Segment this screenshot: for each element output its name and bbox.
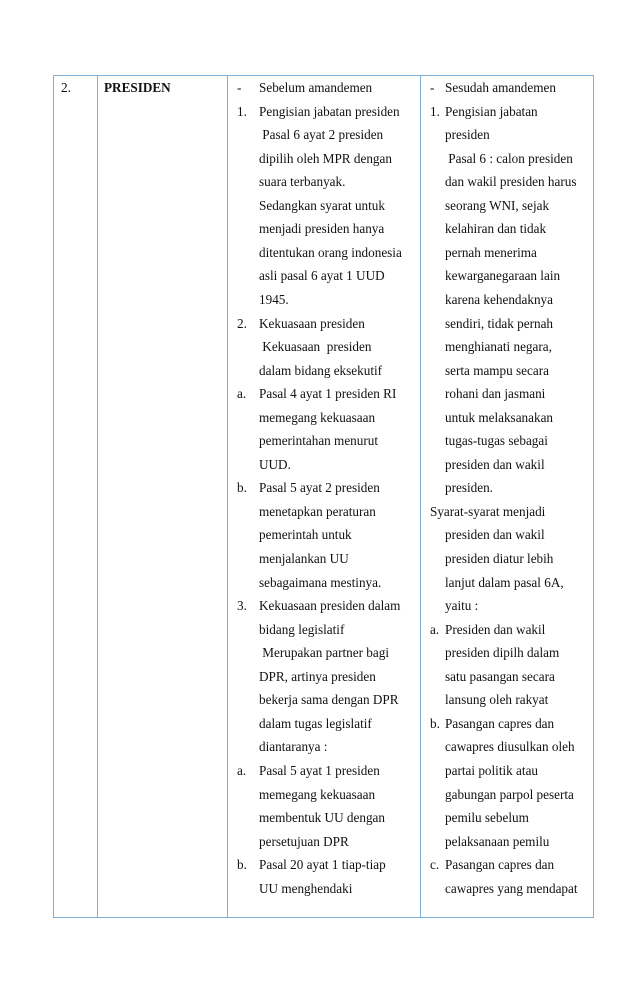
text-line: dan wakil presiden harus bbox=[445, 174, 577, 190]
text-line: Syarat-syarat menjadi bbox=[430, 503, 546, 519]
text-line: Pasal 5 ayat 1 presiden bbox=[259, 762, 380, 778]
list-marker: b. bbox=[237, 480, 247, 496]
list-marker: c. bbox=[430, 857, 440, 873]
text-line: lansung oleh rakyat bbox=[445, 692, 549, 708]
text-line: menghianati negara, bbox=[445, 339, 552, 355]
list-marker: 2. bbox=[237, 315, 247, 331]
text-line: cawapres diusulkan oleh bbox=[445, 739, 575, 755]
list-marker: - bbox=[237, 80, 242, 95]
text-line: pelaksanaan pemilu bbox=[445, 833, 550, 849]
text-line: Sebelum amandemen bbox=[259, 80, 373, 95]
text-line: 1945. bbox=[259, 291, 289, 307]
row-topic: PRESIDEN bbox=[104, 80, 171, 95]
text-line: Pasal 6 : calon presiden bbox=[445, 150, 573, 166]
text-line: Pasal 4 ayat 1 presiden RI bbox=[259, 386, 397, 402]
list-marker: - bbox=[430, 80, 435, 95]
text-line: karena kehendaknya bbox=[445, 291, 554, 307]
list-marker: b. bbox=[430, 715, 440, 731]
text-line: serta mampu secara bbox=[445, 362, 549, 378]
text-line: dalam tugas legislatif bbox=[259, 715, 372, 731]
list-marker: a. bbox=[430, 621, 440, 637]
text-line: sebagaimana mestinya. bbox=[259, 574, 382, 590]
text-line: UUD. bbox=[259, 456, 291, 472]
list-marker: 1. bbox=[430, 103, 440, 119]
column-divider bbox=[227, 76, 228, 917]
text-line: Pasangan capres dan bbox=[445, 715, 555, 731]
text-line: memegang kekuasaan bbox=[259, 409, 376, 425]
text-line: rohani dan jasmani bbox=[445, 386, 546, 402]
text-line: presiden dan wakil bbox=[445, 456, 545, 472]
text-line: pemerintah untuk bbox=[259, 527, 352, 543]
text-line: presiden diatur lebih bbox=[445, 551, 554, 566]
text-line: Kekuasaan presiden bbox=[259, 315, 365, 331]
text-line: pemerintahan menurut bbox=[259, 433, 379, 449]
text-line: presiden bbox=[445, 127, 490, 143]
text-line: presiden dan wakil bbox=[445, 527, 545, 543]
text-line: satu pasangan secara bbox=[445, 668, 555, 684]
text-line: memegang kekuasaan bbox=[259, 786, 376, 802]
text-line: presiden. bbox=[445, 480, 493, 496]
list-marker: 3. bbox=[237, 598, 247, 614]
text-line: persetujuan DPR bbox=[259, 833, 349, 849]
text-line: lanjut dalam pasal 6A, bbox=[445, 574, 564, 590]
text-line: gabungan parpol peserta bbox=[445, 786, 574, 802]
list-marker: a. bbox=[237, 386, 247, 402]
text-line: kelahiran dan tidak bbox=[445, 221, 547, 237]
text-line: presiden dipilh dalam bbox=[445, 645, 560, 661]
text-line: Sedangkan syarat untuk bbox=[259, 197, 385, 213]
text-line: Merupakan partner bagi bbox=[259, 645, 389, 661]
text-line: Pasal 20 ayat 1 tiap-tiap bbox=[259, 857, 386, 873]
text-line: menjalankan UU bbox=[259, 551, 349, 566]
text-line: ditentukan orang indonesia bbox=[259, 244, 402, 260]
text-line: untuk melaksanakan bbox=[445, 409, 554, 425]
text-line: Pengisian jabatan bbox=[445, 103, 538, 119]
text-line: dipilih oleh MPR dengan bbox=[259, 150, 392, 166]
text-line: sendiri, tidak pernah bbox=[445, 315, 554, 331]
text-line: asli pasal 6 ayat 1 UUD bbox=[259, 268, 385, 284]
text-line: suara terbanyak. bbox=[259, 174, 346, 190]
text-line: kewarganegaraan lain bbox=[445, 268, 561, 284]
text-line: UU menghendaki bbox=[259, 880, 353, 896]
text-line: Kekuasaan presiden dalam bbox=[259, 598, 401, 614]
text-line: Pengisian jabatan presiden bbox=[259, 103, 400, 119]
text-line: pernah menerima bbox=[445, 244, 537, 260]
text-line: bidang legislatif bbox=[259, 621, 345, 637]
text-line: diantaranya : bbox=[259, 739, 328, 755]
text-line: pemilu sebelum bbox=[445, 810, 529, 826]
comparison-table bbox=[53, 75, 594, 918]
text-line: seorang WNI, sejak bbox=[445, 197, 550, 213]
text-line: membentuk UU dengan bbox=[259, 810, 385, 826]
column-divider bbox=[420, 76, 421, 917]
text-line: menjadi presiden hanya bbox=[259, 221, 385, 237]
column-divider bbox=[97, 76, 98, 917]
text-line: bekerja sama dengan DPR bbox=[259, 692, 399, 708]
text-line: cawapres yang mendapat bbox=[445, 880, 578, 896]
text-line: Presiden dan wakil bbox=[445, 621, 546, 637]
text-line: menetapkan peraturan bbox=[259, 503, 376, 519]
text-line: Pasal 6 ayat 2 presiden bbox=[259, 127, 384, 143]
text-line: Sesudah amandemen bbox=[445, 80, 556, 95]
text-line: DPR, artinya presiden bbox=[259, 668, 376, 684]
row-number: 2. bbox=[61, 80, 71, 95]
text-line: Pasangan capres dan bbox=[445, 857, 555, 873]
text-line: partai politik atau bbox=[445, 762, 539, 778]
list-marker: a. bbox=[237, 762, 247, 778]
list-marker: 1. bbox=[237, 103, 247, 119]
text-line: yaitu : bbox=[445, 598, 479, 614]
list-marker: b. bbox=[237, 857, 247, 873]
text-line: Kekuasaan presiden bbox=[259, 339, 372, 355]
text-line: Pasal 5 ayat 2 presiden bbox=[259, 480, 380, 496]
text-line: tugas-tugas sebagai bbox=[445, 433, 548, 449]
text-line: dalam bidang eksekutif bbox=[259, 362, 383, 378]
